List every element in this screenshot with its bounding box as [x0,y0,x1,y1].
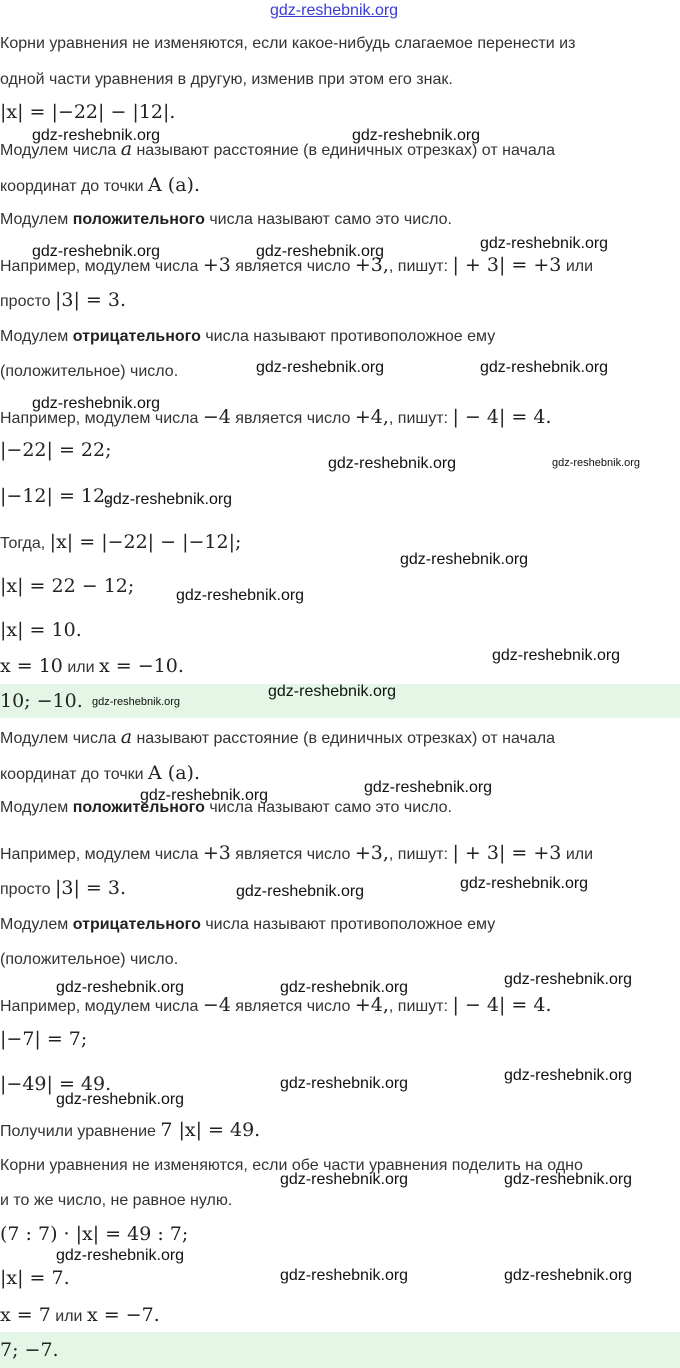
watermark: gdz-reshebnik.org [552,457,641,469]
text: называют расстояние (в единичных отрезках) от начала [136,142,555,159]
text-line: Корни уравнения не изменяются, если обе части уравнения поделить на одно [0,1157,583,1174]
watermark: gdz-reshebnik.org [400,551,529,568]
text: Например, модулем числа [0,258,199,275]
text: числа называют противоположное ему [205,328,496,345]
equation: |x| = 22 − 12; [0,575,135,597]
watermark: gdz-reshebnik.org [236,883,365,900]
watermark: gdz-reshebnik.org [56,979,185,996]
text: является число [235,998,351,1015]
equation: |x| = 10. [0,619,82,641]
watermark: gdz-reshebnik.org [492,647,621,664]
text-line [0,530,241,556]
watermark: gdz-reshebnik.org [504,1171,633,1188]
watermark: gdz-reshebnik.org [280,979,409,996]
math: | − 4| = 4. [452,406,552,428]
text: Получили уравнение [0,1123,156,1140]
equation: (7 : 7) · |x| = 49 : 7; [0,1223,189,1245]
text: является число [235,258,351,275]
watermark: gdz-reshebnik.org [480,235,609,252]
math: |x| = |−22| − |−12|; [49,531,242,553]
text: Например, модулем числа [0,846,199,863]
text-line [0,325,495,349]
math: | − 4| = 4. [452,994,552,1016]
text: называют расстояние (в единичных отрезках) от начала [136,730,555,747]
text: , пишут: [388,846,449,863]
watermark: gdz-reshebnik.org [92,696,181,708]
text: Например, модулем числа [0,998,199,1015]
math: +3 [202,842,231,864]
math: +3, [354,254,389,276]
text: координат до точки [0,178,144,195]
math: +4, [354,406,389,428]
watermark: gdz-reshebnik.org [280,1267,409,1284]
watermark: gdz-reshebnik.org [280,1075,409,1092]
text: Модулем числа [0,730,117,747]
watermark: gdz-reshebnik.org [504,1267,633,1284]
text-line [0,208,452,232]
watermark: gdz-reshebnik.org [104,491,233,508]
text: или [67,659,95,676]
watermark: gdz-reshebnik.org [280,1171,409,1188]
math: −4 [202,994,231,1016]
watermark: gdz-reshebnik.org [504,971,633,988]
text-line: (положительное) число. [0,951,179,968]
answer: 10; −10. [0,690,83,712]
watermark: gdz-reshebnik.org [32,243,161,260]
text: Модулем [0,328,69,345]
math: +4, [354,994,389,1016]
math: +3, [354,842,389,864]
text: Например, модулем числа [0,410,199,427]
watermark: gdz-reshebnik.org [460,875,589,892]
equation: |−7| = 7; [0,1028,88,1050]
math: | + 3| = +3 [452,254,562,276]
text-line [0,876,126,902]
equation: |−22| = 22; [0,439,112,461]
watermark: gdz-reshebnik.org [32,395,161,412]
watermark: gdz-reshebnik.org [32,127,161,144]
text: Модулем [0,799,69,816]
text: числа называют само это число. [209,211,452,228]
watermark: gdz-reshebnik.org [56,1091,185,1108]
math: |3| = 3. [54,877,126,899]
math: | + 3| = +3 [452,842,562,864]
text: или [565,846,594,863]
text: , пишут: [388,410,449,427]
bold-term: положительного [72,799,205,816]
text: Тогда, [0,535,46,552]
text: просто [0,293,51,310]
text-line: (положительное) число. [0,363,179,380]
math: x = 7 [0,1304,51,1326]
text: является число [235,846,351,863]
math: x = −7. [86,1304,160,1326]
text: Модулем [0,211,69,228]
text-line [0,761,200,787]
math: +3 [202,254,231,276]
text-line [0,725,555,751]
watermark: gdz-reshebnik.org [352,127,481,144]
text-line [0,1303,160,1329]
text: , пишут: [388,998,449,1015]
text: числа называют само это число. [209,799,452,816]
watermark: gdz-reshebnik.org [480,359,609,376]
math: a [120,726,133,748]
text-line [0,913,495,937]
watermark: gdz-reshebnik.org [256,243,385,260]
text-line [0,841,593,867]
text: просто [0,881,51,898]
text-line: и то же число, не равное нулю. [0,1192,233,1209]
watermark: gdz-reshebnik.org [56,1247,185,1264]
text-line [0,173,200,199]
site-link[interactable]: gdz-reshebnik.org [270,2,399,19]
math: x = −10. [99,655,184,677]
math: 7 |x| = 49. [160,1119,261,1141]
math: −4 [202,406,231,428]
bold-term: отрицательного [72,916,201,933]
bold-term: отрицательного [72,328,201,345]
math: a [120,138,133,160]
text-line: Корни уравнения не изменяются, если какое-нибудь слагаемое перенести из [0,35,576,52]
watermark: gdz-reshebnik.org [504,1067,633,1084]
watermark: gdz-reshebnik.org [364,779,493,796]
math: x = 10 [0,655,63,677]
bold-term: положительного [72,211,205,228]
equation: |−12| = 12. [0,485,112,507]
watermark: gdz-reshebnik.org [176,587,305,604]
text: , пишут: [388,258,449,275]
text: или [55,1308,83,1325]
math: |3| = 3. [54,289,126,311]
watermark: gdz-reshebnik.org [268,683,397,700]
text-line [0,654,184,680]
equation: |x| = 7. [0,1267,70,1289]
text: Модулем [0,916,69,933]
math: A (a). [148,762,200,784]
equation: |−49| = 49. [0,1073,112,1095]
text: числа называют противоположное ему [205,916,496,933]
text: или [565,258,594,275]
text-line: одной части уравнения в другую, изменив при этом его знак. [0,71,453,88]
answer: 7; −7. [0,1339,59,1361]
watermark: gdz-reshebnik.org [256,359,385,376]
equation: |x| = |−22| − |12|. [0,101,176,123]
text-line [0,288,126,314]
text: координат до точки [0,766,144,783]
math: A (a). [148,174,200,196]
text: является число [235,410,351,427]
answer-band [0,1332,680,1368]
text-line [0,1118,260,1144]
watermark: gdz-reshebnik.org [328,455,457,472]
text: Модулем числа [0,142,117,159]
watermark: gdz-reshebnik.org [140,787,269,804]
